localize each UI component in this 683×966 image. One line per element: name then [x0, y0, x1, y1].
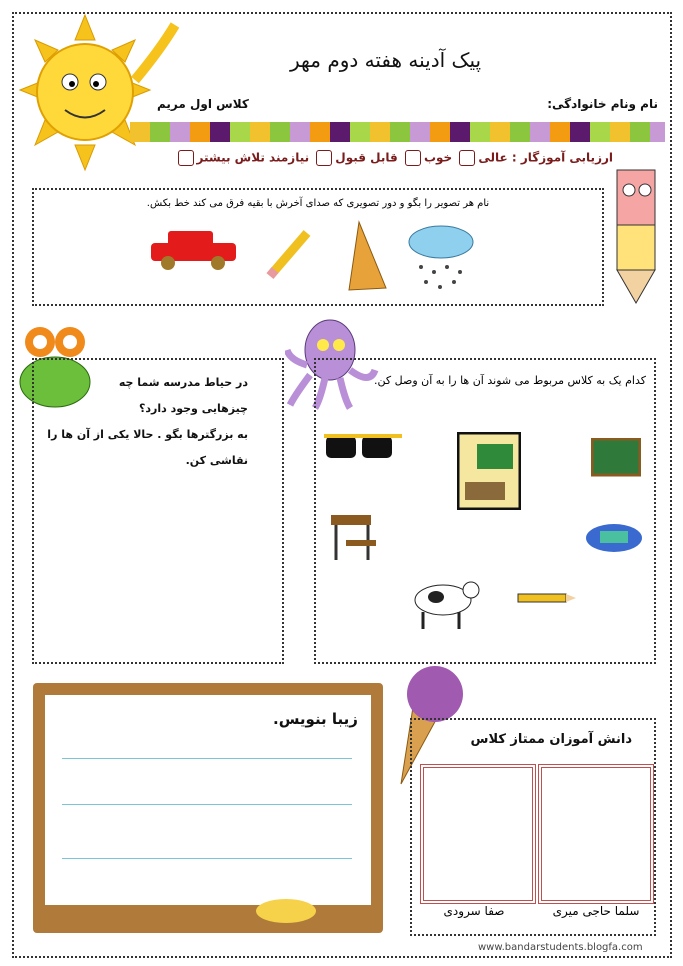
exercise2-line-3: به بزرگترها بگو . حالا یکی از آن ها را نقاشی کن. — [47, 428, 248, 467]
school-desk-picture[interactable] — [326, 510, 381, 565]
exercise1-instruction: نام هر تصویر را بگو و دور تصویری که صدای آخرش با بقیه فرق می کند خط بکش. — [146, 198, 490, 209]
evaluation-row — [175, 150, 613, 166]
rain-cloud-picture[interactable] — [406, 222, 476, 302]
pencil-picture[interactable] — [262, 228, 312, 283]
sun-illustration — [10, 10, 190, 180]
option-good: خوب — [423, 150, 453, 165]
schoolyard-drawing-box[interactable] — [32, 358, 284, 664]
student-name-1: سلما حاجی میری — [552, 904, 640, 918]
sponge-illustration — [254, 893, 318, 923]
checkbox-good[interactable] — [405, 150, 421, 166]
student-name-2: صفا سرودی — [443, 904, 505, 918]
checkbox-acceptable[interactable] — [316, 150, 332, 166]
pencil-small-picture[interactable] — [516, 588, 578, 608]
checkbox-needs-effort[interactable] — [178, 150, 194, 166]
page-title: پیک آدینه هفته دوم مهر — [290, 48, 482, 72]
student-photo-frame-1 — [538, 764, 654, 904]
puzzle-border-decoration — [130, 122, 665, 142]
writing-title: زیبا بنویس. — [273, 710, 358, 728]
exercise-odd-sound-box — [32, 188, 604, 306]
honor-students-box — [410, 718, 656, 936]
honor-title: دانش آموزان ممتاز کلاس — [470, 732, 632, 747]
exercise2-text — [34, 360, 282, 474]
car-picture[interactable] — [146, 228, 241, 273]
class-label: کلاس اول مریم — [157, 97, 249, 111]
student-photo-frame-2 — [420, 764, 536, 904]
evaluation-label: ارزیابی آموزگار : عالی — [478, 150, 613, 165]
option-needs-effort: نیازمند تلاش بیشتر — [196, 150, 310, 165]
sunglasses-picture[interactable] — [324, 428, 404, 468]
pencil-mascot-illustration — [605, 155, 665, 305]
exercise2-line-1: در حیاط مدرسه شما چه — [118, 376, 248, 389]
classroom-picture[interactable] — [457, 432, 521, 510]
checkbox-excellent[interactable] — [459, 150, 475, 166]
exercise3-instruction: کدام یک به کلاس مربوط می شوند آن ها را به آن وصل کن. — [374, 374, 646, 387]
footer-url: www.bandarstudents.blogfa.com — [478, 942, 643, 953]
chalkboard-picture[interactable] — [591, 438, 641, 478]
pizza-slice-picture[interactable] — [344, 220, 389, 295]
pencil-case-picture[interactable] — [584, 518, 644, 558]
cow-picture[interactable] — [411, 572, 481, 632]
name-label: نام ونام خانوادگی: — [547, 97, 658, 111]
exercise2-line-2: چیزهایی وجود دارد؟ — [138, 402, 248, 415]
classroom-matching-box — [314, 358, 656, 664]
option-acceptable: قابل قبول — [335, 150, 398, 165]
